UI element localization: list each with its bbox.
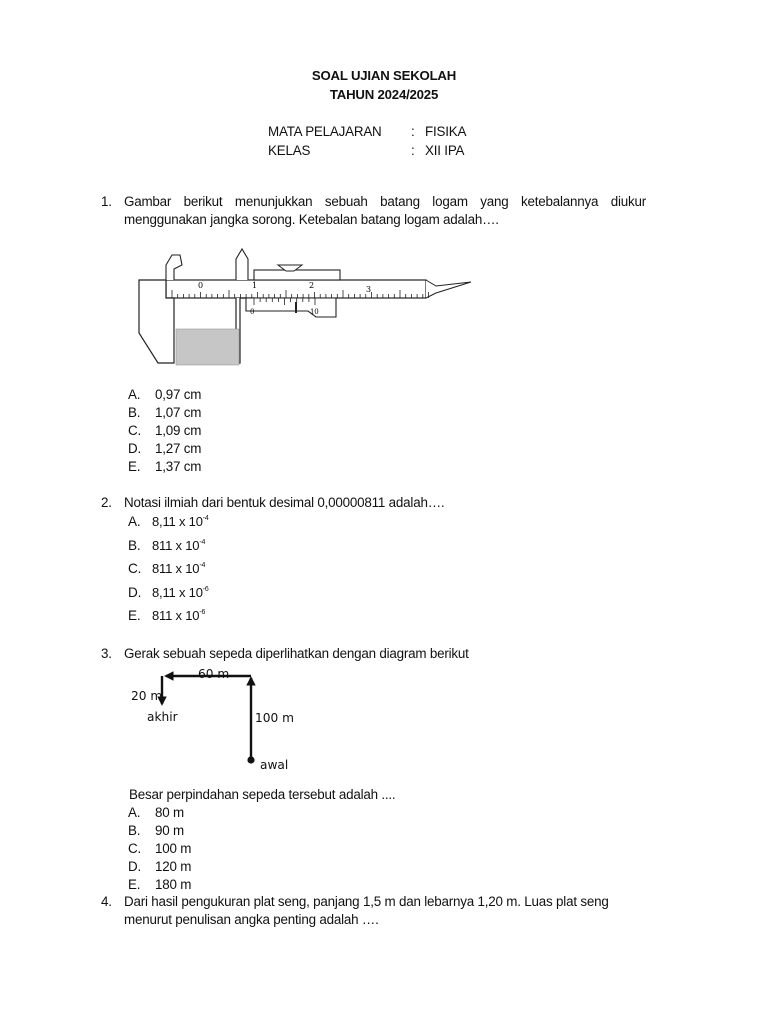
- answer-option-d[interactable]: D. 1,27 cm: [128, 441, 202, 456]
- info-label: MATA PELAJARAN: [268, 124, 382, 139]
- label-20m: 20 m: [131, 689, 163, 703]
- info-label: KELAS: [268, 143, 311, 158]
- caliper-depth-rod: [426, 280, 471, 298]
- question-text: Gambar berikut menunjukkan sebuah batang logam yang ketebalannya diukur: [124, 194, 646, 209]
- info-row-subject: MATA PELAJARAN : FISIKA: [268, 124, 467, 139]
- exam-info: [268, 122, 466, 160]
- question-4: [101, 893, 646, 929]
- answer-option-c[interactable]: C. 100 m: [128, 841, 192, 856]
- question-number: 1.: [101, 194, 112, 209]
- exam-title: SOAL UJIAN SEKOLAH: [311, 68, 457, 83]
- question-text: Gerak sebuah sepeda diperlihatkan dengan diagram berikut: [124, 646, 469, 661]
- label-100m: 100 m: [255, 711, 295, 725]
- label-60m: 60 m: [198, 667, 230, 681]
- main-scale-label: 2: [309, 281, 314, 290]
- question-text: Dari hasil pengukuran plat seng, panjang 1,5 m dan lebarnya 1,20 m. Luas plat seng: [124, 894, 609, 909]
- answer-option-b[interactable]: B. 90 m: [128, 823, 184, 838]
- answer-option-d[interactable]: D. 120 m: [128, 859, 192, 874]
- exam-year: TAHUN 2024/2025: [329, 87, 439, 102]
- info-row-class: KELAS : XII IPA: [268, 143, 465, 158]
- caliper-fixed-upper-jaw: [166, 255, 182, 280]
- question-1: [101, 193, 646, 229]
- info-value: FISIKA: [425, 124, 467, 139]
- answer-option-c[interactable]: C. 1,09 cm: [128, 423, 202, 438]
- start-point: [247, 756, 254, 763]
- question-text: menggunakan jangka sorong. Ketebalan batang logam adalah….: [124, 212, 499, 227]
- label-end: akhir: [147, 710, 178, 724]
- q1-options: [128, 386, 201, 476]
- question-number: 3.: [101, 646, 112, 661]
- label-start: awal: [260, 758, 289, 772]
- q3-options: [128, 804, 191, 894]
- question-3: [101, 645, 646, 663]
- caliper-main-beam: [166, 280, 426, 298]
- main-scale-label: 3: [366, 285, 371, 294]
- vernier-caliper-image: [136, 245, 476, 370]
- answer-option-c[interactable]: C. 811 x $10^{-4}$: [128, 561, 206, 576]
- answer-option-e[interactable]: E. 180 m: [128, 877, 192, 892]
- answer-option-a[interactable]: A. 0,97 cm: [128, 387, 202, 402]
- caliper-movable-upper-jaw: [236, 249, 248, 280]
- question-text: menurut penulisan angka penting adalah ….: [124, 912, 379, 927]
- info-value: XII IPA: [425, 143, 465, 158]
- question-number: 2.: [101, 495, 112, 510]
- answer-option-b[interactable]: B. 811 x $10^{-4}$: [128, 537, 206, 553]
- answer-option-b[interactable]: B. 1,07 cm: [128, 405, 202, 420]
- answer-option-e[interactable]: E. 811 x $10^{-6}$: [128, 608, 206, 623]
- main-scale-label: 0: [198, 281, 203, 290]
- caliper-slider-top: [254, 270, 340, 280]
- question-text: Notasi ilmiah dari bentuk desimal 0,00000811 adalah….: [124, 495, 445, 510]
- question-number: 4.: [101, 894, 112, 909]
- answer-option-d[interactable]: D. 8,11 x $10^{-6}$: [128, 584, 209, 600]
- question-prompt: Besar perpindahan sepeda tersebut adalah ....: [129, 787, 396, 802]
- answer-option-e[interactable]: E. 1,37 cm: [128, 459, 202, 474]
- vernier-scale-label: 0: [250, 308, 255, 316]
- answer-option-a[interactable]: A. 80 m: [128, 805, 184, 820]
- main-scale-label: 1: [252, 281, 257, 290]
- answer-option-a[interactable]: A. 8,11 x $10^{-4}$: [128, 514, 209, 529]
- vernier-scale-label: 10: [310, 308, 319, 316]
- q2-options: [128, 510, 209, 628]
- metal-bar: [176, 329, 239, 365]
